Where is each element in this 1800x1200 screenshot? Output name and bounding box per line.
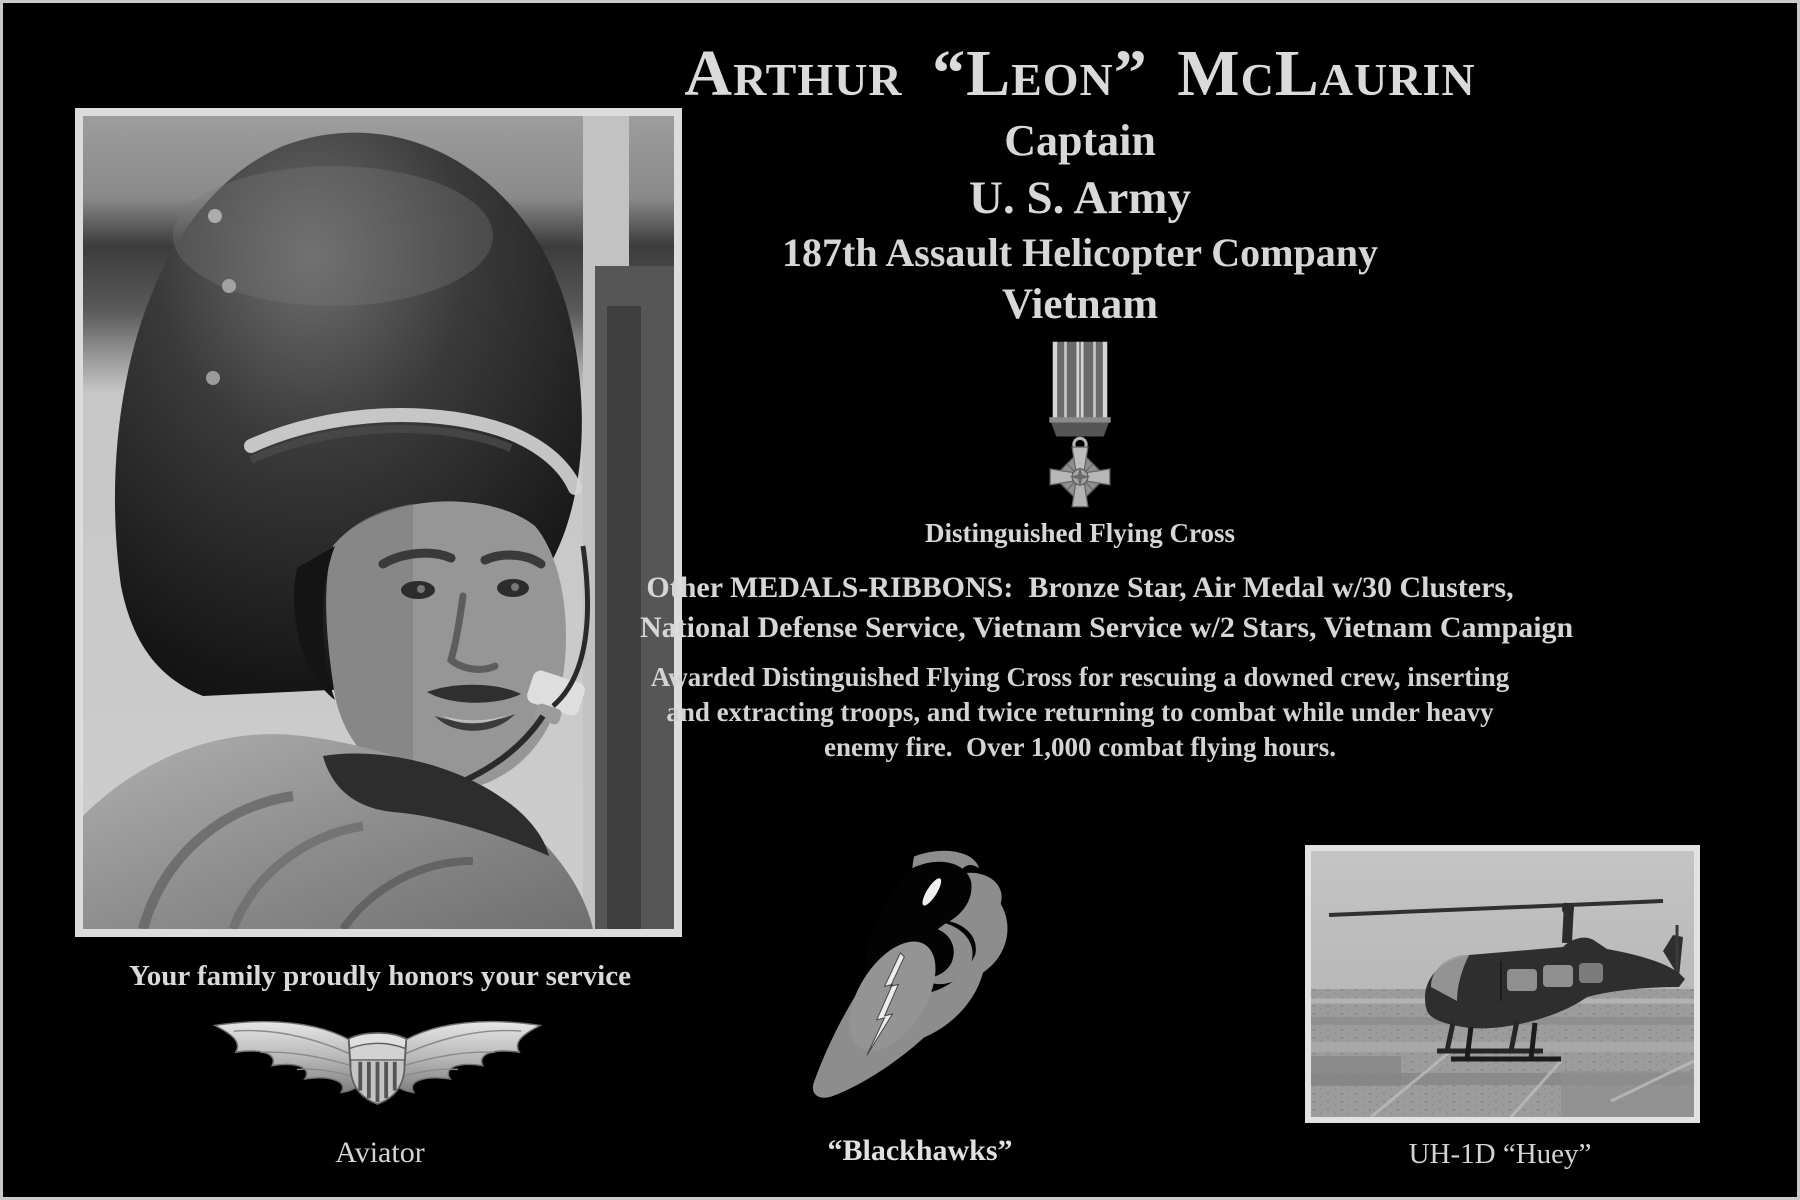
distinguished-flying-cross-medal-icon bbox=[1038, 340, 1122, 512]
citation-block bbox=[640, 660, 1520, 765]
other-medals-line-1: Other MEDALS-RIBBONS: Bronze Star, Air Medal w/30 Clusters, bbox=[646, 571, 1514, 604]
veteran-rank: Captain bbox=[1004, 116, 1156, 165]
citation-line-1: Awarded Distinguished Flying Cross for rescuing a downed crew, inserting bbox=[650, 662, 1510, 692]
blackhawks-insignia-wrap bbox=[798, 846, 1044, 1108]
war-name: Vietnam bbox=[1001, 281, 1159, 328]
blackhawks-insignia-icon bbox=[798, 846, 1044, 1108]
service-branch: U. S. Army bbox=[969, 172, 1191, 224]
veteran-name: Arthur “Leon” McLaurin bbox=[684, 37, 1476, 110]
portrait-photo-frame bbox=[75, 108, 682, 937]
other-medals-line-2: National Defense Service, Vietnam Service w/2 Stars, Vietnam Campaign bbox=[640, 611, 1574, 644]
aviator-caption: Aviator bbox=[335, 1136, 425, 1169]
header-column bbox=[640, 34, 1574, 765]
blackhawks-caption: “Blackhawks” bbox=[827, 1134, 1013, 1167]
army-aviator-wings-icon bbox=[205, 1008, 550, 1108]
citation-line-3: enemy fire. Over 1,000 combat flying hours. bbox=[824, 732, 1336, 762]
dedication-text: Your family proudly honors your service bbox=[129, 960, 631, 992]
medal-caption: Distinguished Flying Cross bbox=[924, 518, 1236, 548]
huey-photo-frame bbox=[1305, 845, 1700, 1123]
citation-line-2: and extracting troops, and twice returning to combat while under heavy bbox=[666, 697, 1494, 727]
uh1d-huey-helicopter-photo bbox=[1311, 851, 1694, 1117]
other-medals-block bbox=[640, 568, 1574, 648]
medal-wrap bbox=[1038, 340, 1122, 512]
unit-name: 187th Assault Helicopter Company bbox=[782, 230, 1378, 275]
pilot-portrait-photo bbox=[83, 116, 674, 929]
huey-caption: UH-1D “Huey” bbox=[1408, 1138, 1592, 1170]
aviator-wings-wrap bbox=[205, 1008, 550, 1108]
